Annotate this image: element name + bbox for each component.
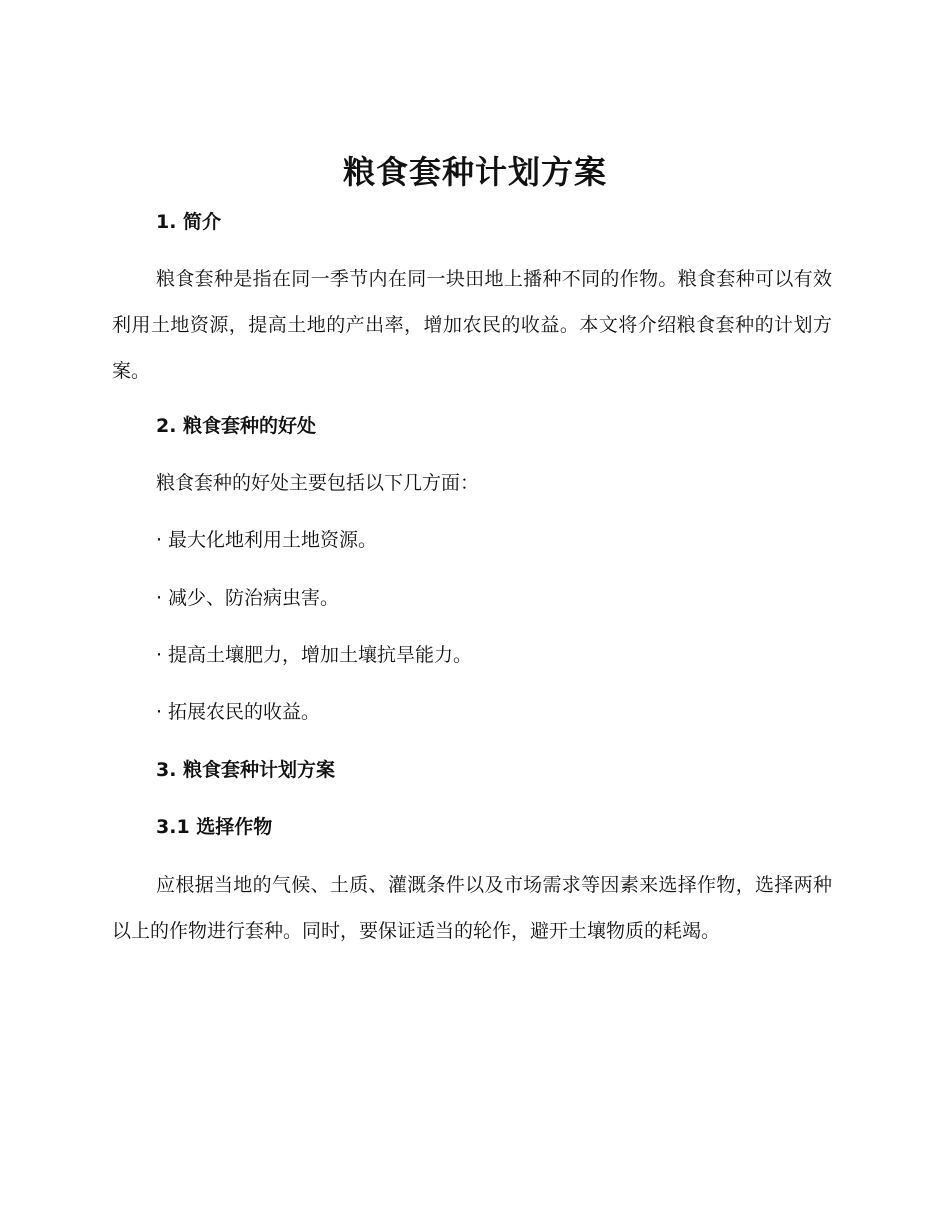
list-item-text: 提高土壤肥力，增加土壤抗旱能力。	[168, 644, 473, 666]
bullet-symbol: ·	[156, 644, 163, 666]
list-item	[156, 641, 472, 669]
bullet-symbol: ·	[156, 587, 163, 609]
list-item	[156, 584, 339, 612]
document-title: 粮食套种计划方案	[342, 153, 607, 191]
section-heading-benefits: 2. 粮食套种的好处	[156, 415, 317, 437]
benefits-intro: 粮食套种的好处主要包括以下几方面：	[156, 472, 480, 494]
subsection-heading-crop-selection: 3.1 选择作物	[156, 816, 273, 838]
section-heading-plan: 3. 粮食套种计划方案	[156, 759, 336, 781]
list-item-text: 减少、防治病虫害。	[168, 587, 340, 609]
section-heading-intro: 1. 简介	[156, 211, 222, 233]
bullet-symbol: ·	[156, 701, 163, 723]
list-item	[156, 698, 320, 726]
list-item-text: 最大化地利用土地资源。	[168, 529, 378, 551]
section-paragraph-intro: 粮食套种是指在同一季节内在同一块田地上播种不同的作物。粮食套种可以有效利用土地资源，提高土地的产出率，增加农民的收益。本文将介绍粮食套种的计划方案。	[112, 268, 832, 382]
subsection-paragraph-crop-selection: 应根据当地的气候、土质、灌溉条件以及市场需求等因素来选择作物，选择两种以上的作物进行套种。同时，要保证适当的轮作，避开土壤物质的耗竭。	[112, 874, 832, 942]
list-item-text: 拓展农民的收益。	[168, 701, 321, 723]
list-item	[156, 526, 377, 554]
bullet-symbol: ·	[156, 529, 163, 551]
